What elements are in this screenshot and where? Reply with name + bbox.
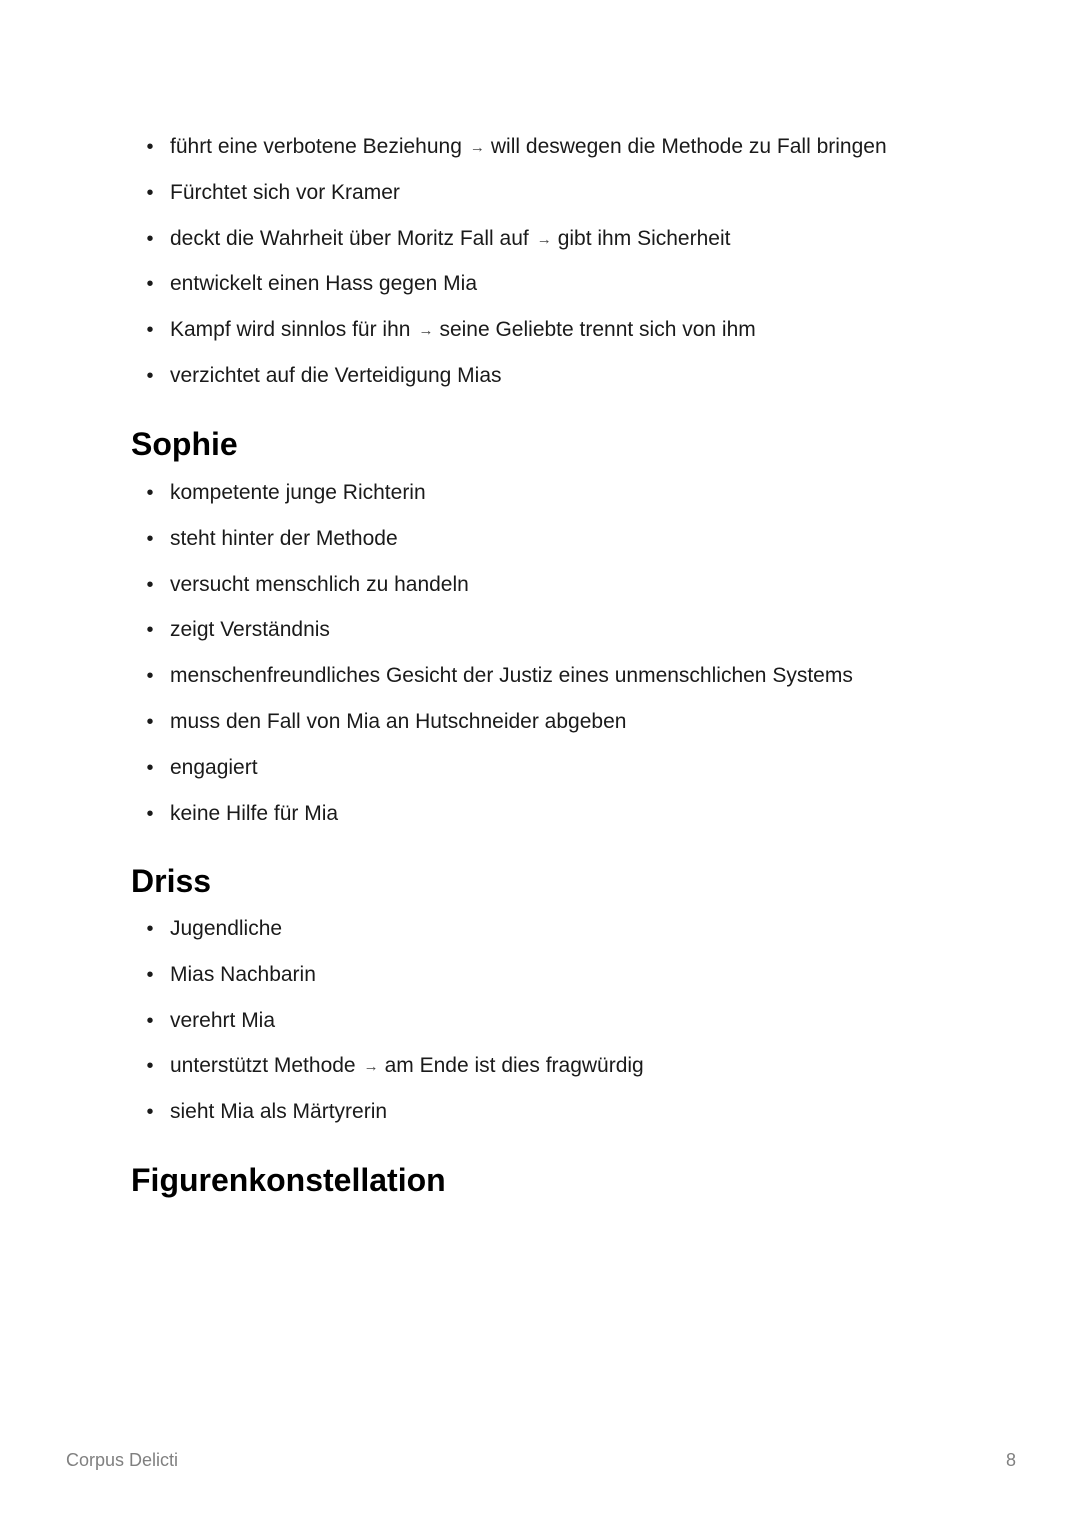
bullet-list-sophie	[0, 482, 1080, 848]
bullet-icon: •	[146, 665, 154, 688]
heading-sophie: Sophie	[131, 426, 238, 462]
footer-document-title: Corpus Delicti	[66, 1450, 179, 1470]
list-item	[0, 964, 1080, 1010]
list-item-text	[170, 711, 626, 733]
list-item-part: unterstützt Methode	[170, 1054, 356, 1078]
list-item-text	[170, 619, 330, 641]
list-item	[0, 482, 1080, 528]
bullet-icon: •	[146, 227, 154, 250]
list-item-text	[170, 964, 316, 986]
bullet-icon: •	[146, 756, 154, 779]
list-item-part: führt eine verbotene Beziehung	[170, 135, 462, 158]
bullet-list-top	[0, 136, 1080, 411]
arrow-icon: →	[418, 322, 434, 340]
list-item	[0, 273, 1080, 319]
list-item-part: entwickelt einen Hass gegen Mia	[170, 272, 478, 296]
bullet-icon: •	[146, 1009, 154, 1032]
list-item	[0, 619, 1080, 665]
bullet-icon: •	[146, 1055, 154, 1078]
list-item-text	[170, 757, 258, 779]
bullet-icon: •	[146, 181, 154, 204]
list-item-text	[170, 365, 502, 387]
list-item-text	[170, 319, 756, 342]
bullet-icon: •	[146, 963, 154, 986]
list-item	[0, 711, 1080, 757]
footer-page-number: 8	[1005, 1450, 1016, 1470]
list-item	[0, 365, 1080, 411]
bullet-icon: •	[146, 619, 154, 642]
bullet-icon: •	[146, 273, 154, 296]
list-item	[0, 665, 1080, 711]
list-item-part: zeigt Verständnis	[170, 618, 330, 642]
list-item-text	[170, 482, 426, 504]
list-item	[0, 528, 1080, 574]
heading-figurenkonstellation: Figurenkonstellation	[131, 1162, 446, 1198]
list-item-part: gibt ihm Sicherheit	[557, 226, 731, 250]
list-item-text	[170, 665, 853, 687]
list-item	[0, 1010, 1080, 1056]
heading-driss: Driss	[131, 863, 212, 899]
list-item-part: seine Geliebte trennt sich von ihm	[439, 318, 756, 342]
bullet-icon: •	[146, 527, 154, 550]
list-item-text	[170, 182, 400, 204]
arrow-icon: →	[536, 230, 552, 248]
list-item-part: am Ende ist dies fragwürdig	[384, 1054, 644, 1078]
list-item-text	[170, 228, 730, 251]
list-item-part: sieht Mia als Märtyrerin	[170, 1100, 388, 1124]
bullet-list-driss	[0, 918, 1080, 1147]
list-item-part: muss den Fall von Mia an Hutschneider abgeben	[170, 709, 627, 733]
list-item-part: Kampf wird sinnlos für ihn	[170, 318, 411, 342]
list-item	[0, 757, 1080, 803]
list-item	[0, 182, 1080, 228]
bullet-icon: •	[146, 1101, 154, 1124]
list-item-part: versucht menschlich zu handeln	[170, 572, 469, 596]
list-item	[0, 136, 1080, 182]
list-item-part: steht hinter der Methode	[170, 526, 398, 550]
bullet-icon: •	[146, 136, 154, 158]
list-item-part: Fürchtet sich vor Kramer	[170, 180, 400, 204]
bullet-icon: •	[146, 319, 154, 342]
list-item-text	[170, 136, 887, 159]
list-item-part: will deswegen die Methode zu Fall bringen	[490, 135, 887, 158]
list-item-text	[170, 1010, 275, 1032]
list-item-text	[170, 273, 477, 295]
arrow-icon: →	[469, 139, 485, 156]
list-item	[0, 319, 1080, 365]
list-item-text	[170, 574, 469, 596]
list-item	[0, 1055, 1080, 1101]
list-item-text	[170, 1055, 644, 1078]
list-item-part: menschenfreundliches Gesicht der Justiz eines unmenschlichen Systems	[170, 664, 853, 688]
list-item-text	[170, 528, 398, 550]
list-item-part: keine Hilfe für Mia	[170, 801, 339, 825]
list-item-part: Mias Nachbarin	[170, 962, 316, 986]
arrow-icon: →	[363, 1058, 379, 1076]
list-item-text	[170, 803, 338, 825]
list-item-text	[170, 918, 282, 940]
bullet-icon: •	[146, 710, 154, 733]
bullet-icon: •	[146, 918, 154, 940]
list-item-part: verehrt Mia	[170, 1008, 276, 1032]
list-item-text	[170, 1101, 387, 1123]
list-item	[0, 918, 1080, 964]
bullet-icon: •	[146, 802, 154, 825]
list-item	[0, 228, 1080, 274]
bullet-icon: •	[146, 482, 154, 504]
bullet-icon: •	[146, 364, 154, 387]
list-item-part: verzichtet auf die Verteidigung Mias	[170, 363, 502, 387]
list-item-part: engagiert	[170, 755, 258, 779]
list-item-part: Jugendliche	[170, 917, 283, 940]
list-item-part: deckt die Wahrheit über Moritz Fall auf	[170, 226, 529, 250]
bullet-icon: •	[146, 573, 154, 596]
list-item	[0, 803, 1080, 849]
list-item	[0, 1101, 1080, 1147]
list-item	[0, 574, 1080, 620]
list-item-part: kompetente junge Richterin	[170, 481, 426, 504]
